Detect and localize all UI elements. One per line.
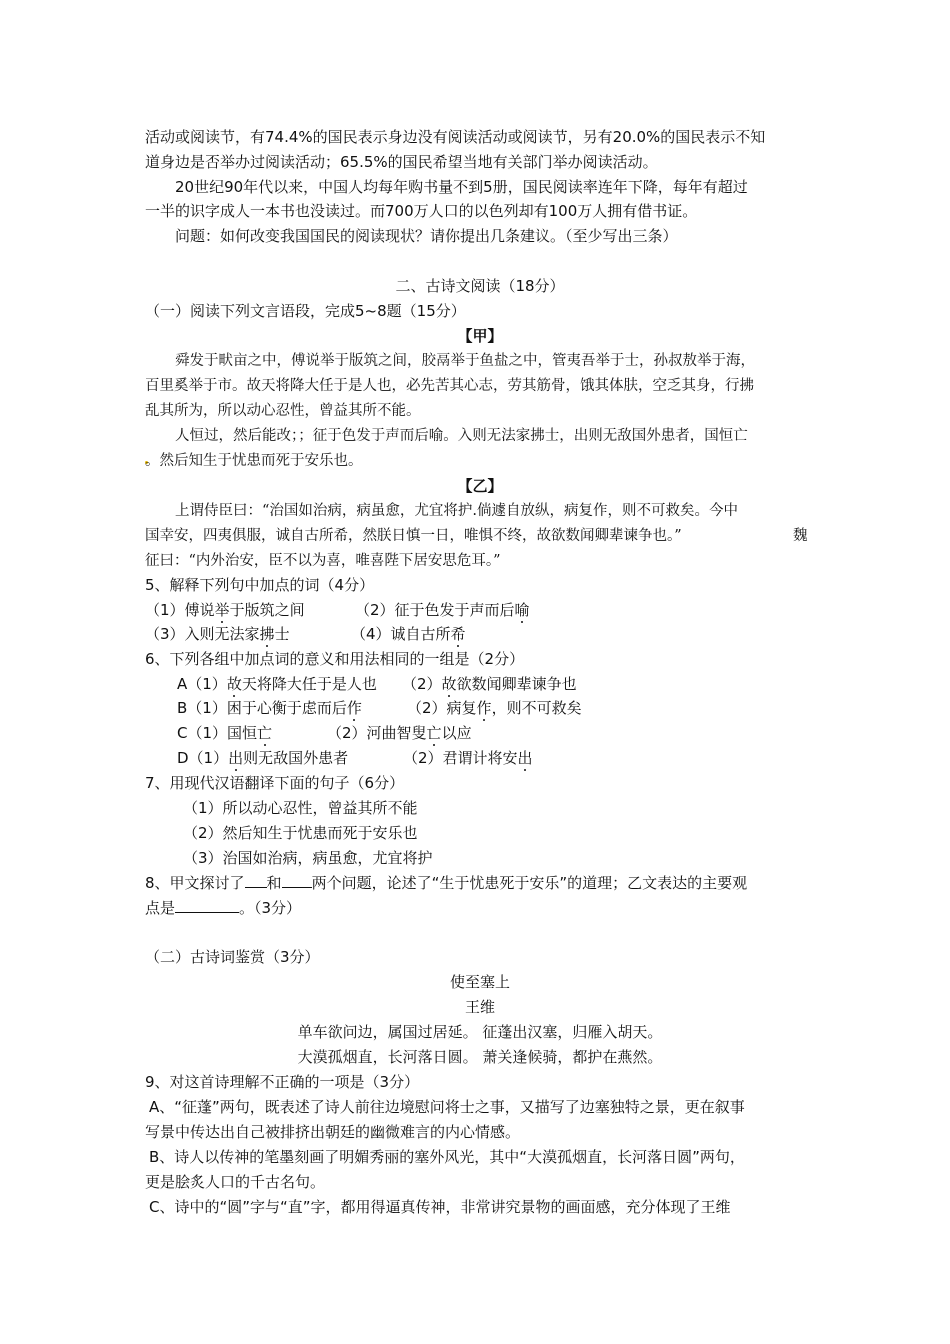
q6-option-d	[177, 748, 847, 768]
part2-heading: （二）古诗词鉴赏（3分）	[145, 948, 320, 966]
q8-blank-3[interactable]	[175, 898, 239, 913]
q6-a1-pre: A（1）	[177, 675, 227, 693]
section-title: 二、古诗文阅读（18分）	[395, 277, 565, 295]
q6-b2-dot: 作	[476, 699, 492, 717]
q6-option-a	[177, 674, 847, 694]
q8-text-d: 点是	[145, 899, 176, 917]
q6-c1-pre: C（1）国恒	[177, 724, 258, 742]
q6-b1-dot: 作	[346, 699, 362, 717]
q6-b2-post: ，则不可救矣	[491, 699, 582, 717]
intro-question: 问题：如何改变我国国民的阅读现状？请你提出几条建议。（至少写出三条）	[175, 227, 678, 245]
q6-stem: 6、下列各组中加点词的意义和用法相同的一组是（2分）	[145, 650, 525, 668]
poem-line-2: 大漠孤烟直，长河落日圆。 萧关逢候骑，都护在燕然。	[297, 1048, 663, 1066]
q8-text-a: 8、甲文探讨了	[145, 874, 245, 892]
poem-title: 使至塞上	[449, 973, 510, 991]
q6-a2-dot: 故	[441, 675, 457, 693]
jia-p1-line-3: 乱其所为，所以动心忍性，曾益其所不能。	[145, 403, 421, 419]
q6-a2-pre: （2）	[402, 675, 442, 693]
q6-a1-post: 天将降大任于是人也	[241, 675, 377, 693]
intro-line-1: 活动或阅读节，有74.4%的国民表示身边没有阅读活动或阅读节，另有20.0%的国民表示不知	[145, 128, 766, 146]
q6-option-c	[177, 723, 847, 743]
q6-d1-dot: 出	[228, 749, 244, 767]
yi-line-2-text: 国幸安，四夷俱服，诚自古所希，然朕日慎一日，唯惧不终，故欲数闻卿辈谏争也。”	[145, 528, 682, 544]
q6-c2-post: 以应	[441, 724, 472, 742]
q5-row-1	[145, 600, 815, 620]
q7-sentence-2: （2）然后知生于忧患而死于安乐也	[183, 824, 418, 842]
q8-text-c: 两个问题，论述了“生于忧患死于安乐”的道理；乙文表达的主要观	[311, 874, 748, 892]
q8-line-2	[145, 898, 815, 918]
q8-line-1	[145, 873, 815, 893]
intro-line-4: 一半的识字成人一本书也没读过。而700万人口的以色列却有100万人拥有借书证。	[145, 202, 698, 220]
q8-text-b: 和	[266, 874, 282, 892]
q7-stem: 7、用现代汉语翻译下面的句子（6分）	[145, 774, 405, 792]
q5-item-2-pre: （2）征于色发于声而后	[355, 601, 515, 619]
q7-sentence-3: （3）治国如治病，病虽愈，尤宜将护	[183, 849, 433, 867]
q6-c2-dot: 亡	[426, 724, 442, 742]
q6-a1-dot: 故	[226, 675, 242, 693]
q8-text-e: 。（3分）	[239, 899, 302, 917]
yi-label: 【乙】	[457, 477, 503, 495]
q5-item-3-post: 士	[274, 625, 290, 643]
q9-b-line-1: B、诗人以传神的笔墨刻画了明媚秀丽的塞外风光，其中“大漠孤烟直，长河落日圆”两句，	[149, 1148, 745, 1166]
jia-p1-line-1: 舜发于畎亩之中，傅说举于版筑之间，胶鬲举于鱼盐之中，管夷吾举于士，孙叔敖举于海，	[175, 353, 755, 369]
poem-author: 王维	[464, 998, 495, 1016]
q5-item-1-post: 于版筑之间	[229, 601, 305, 619]
jia-p2-line-1: 人恒过，然后能改；；征于色发于声而后喻。入则无法家拂士，出则无敌国外患者，国恒亡	[175, 428, 748, 444]
q6-d1-post: 则无敌国外患者	[243, 749, 349, 767]
q7-sentence-1: （1）所以动心忍性，曾益其所不能	[183, 799, 418, 817]
q9-a-line-2: 写景中传达出自己被排挤出朝廷的幽微难言的内心情感。	[145, 1123, 521, 1141]
q9-c-line-1: C、诗中的“圆”字与“直”字，都用得逼真传神，非常讲究景物的画面感，充分体现了王维	[149, 1198, 731, 1216]
q8-blank-2[interactable]	[282, 873, 312, 888]
poem-line-1: 单车欲问边，属国过居延。 征蓬出汉塞，归雁入胡天。	[297, 1023, 663, 1041]
part1-heading: （一）阅读下列文言语段，完成5~8题（15分）	[145, 302, 466, 320]
jia-p1-line-2: 百里奚举于市。故天将降大任于是人也，必先苦其心志，劳其筋骨，饿其体肤，空乏其身，行拂	[145, 378, 754, 394]
yi-line-2-tail: 魏	[793, 528, 808, 544]
q5-item-1-dot: 举	[214, 601, 230, 619]
q5-item-4-dot: 希	[450, 625, 466, 643]
q6-c1-dot: 亡	[257, 724, 273, 742]
q6-b1-pre: B（1）困于心衡于虑而后	[177, 699, 347, 717]
q9-b-line-2: 更是脍炙人口的千古名句。	[145, 1173, 326, 1191]
q9-stem: 9、对这首诗理解不正确的一项是（3分）	[145, 1073, 420, 1091]
q6-b2-pre: （2）病复	[407, 699, 477, 717]
q5-item-3-dot: 拂	[259, 625, 275, 643]
q5-stem: 5、解释下列句中加点的词（4分）	[145, 576, 375, 594]
yi-line-2	[145, 526, 815, 546]
q5-item-3-pre: （3）入则无法家	[145, 625, 260, 643]
yi-line-1: 上谓侍臣曰：“治国如治病，病虽愈，尤宜将护.倘遽自放纵，病复作，则不可救矣。今中	[175, 503, 739, 519]
q5-item-2-dot: 喻	[514, 601, 530, 619]
q8-blank-1[interactable]	[245, 873, 267, 888]
q5-row-2	[145, 624, 815, 644]
q6-d2-pre: （2）君谓计将安	[403, 749, 518, 767]
q6-c2-pre: （2）河曲智叟	[327, 724, 427, 742]
q6-d2-dot: 出	[517, 749, 533, 767]
intro-line-2: 道身边是否举办过阅读活动；65.5%的国民希望当地有关部门举办阅读活动。	[145, 153, 658, 171]
q6-option-b	[177, 698, 847, 718]
q9-a-line-1: A、“征蓬”两句，既表述了诗人前往边境慰问将士之事，又描写了边塞独特之景，更在叙事	[149, 1098, 745, 1116]
jia-p2-line-2: 。然后知生于忧患而死于安乐也。	[145, 453, 363, 469]
yi-line-3: 征曰：“内外治安，臣不以为喜，唯喜陛下居安思危耳。”	[145, 553, 501, 569]
q5-item-4-pre: （4）诚自古所	[351, 625, 451, 643]
intro-line-3: 20世纪90年代以来，中国人均每年购书量不到5册，国民阅读率连年下降，每年有超过	[175, 178, 748, 196]
q5-item-1-pre: （1）傅说	[145, 601, 215, 619]
q6-d1-pre: D（1）	[177, 749, 229, 767]
jia-label: 【甲】	[457, 327, 503, 345]
q6-a2-post: 欲数闻卿辈谏争也	[456, 675, 577, 693]
